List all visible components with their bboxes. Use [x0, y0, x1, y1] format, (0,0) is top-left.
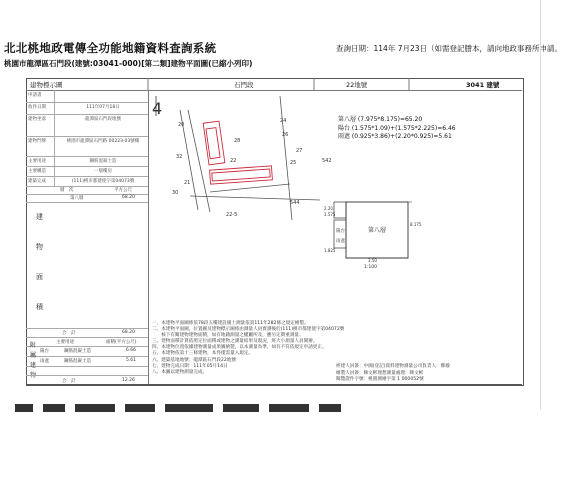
annex-chars: 附 屬 建 物	[30, 342, 37, 379]
document-subtitle: 桃園市龍潭區石門段(建號:03041-000)[第二類]建物平面圖(已縮小列印)	[4, 59, 253, 68]
annex-row: 陽台 鋼筋混凝土造 6.66	[26, 346, 148, 357]
svg-text:542: 542	[322, 158, 332, 164]
land-number: 22地號	[346, 81, 368, 89]
box-label: 建物標示圖	[30, 81, 63, 89]
svg-text:28: 28	[234, 138, 241, 144]
info-row: 主要構造 一層樓房	[26, 166, 148, 177]
svg-text:2.20: 2.20	[324, 206, 333, 211]
svg-text:雨遮: 雨遮	[336, 239, 345, 244]
notes-block: 一、本建物平面圖係依78段五樓建設國土測量依第111年282條之規定繪製。 二、本建物平面圖，位置圖及建物標示圖係由測量人員實測後於(111)桃市都建使字第04072號 核下有關建物建物面積，如有地籍測量之權屬所及，應另定期重測量。 三、建物面積計算依照定位面積或建物之測量結果及現況，經大小測量人員開辦。 四、本建物位置依據建物測量成果圖繪製，以本測量為準，如有不符依規定申請更正。 五、本建物依第十三條建物，本件僅需量入規定。 六、建築基地地號：龍潭區石門段22地號 七、建物完成日期：111年05月14日 八、本圖以建物測量完成。	[152, 321, 345, 375]
floor-plan	[322, 196, 422, 272]
svg-text:3.50: 3.50	[368, 258, 377, 263]
svg-text:30: 30	[172, 190, 179, 196]
section-name: 石門段	[234, 81, 254, 89]
svg-text:陽台: 陽台	[336, 229, 345, 234]
svg-text:26: 26	[282, 132, 289, 138]
vertical-scrollbar[interactable]	[540, 0, 549, 410]
svg-text:20: 20	[178, 122, 185, 128]
svg-text:27: 27	[296, 148, 303, 154]
query-date: 查詢日期：114年 7月23日（如需登記謄本，請向地政事務所申請。	[336, 44, 562, 53]
left-info-panel	[26, 90, 149, 384]
building-number: 3041 建號	[466, 81, 500, 89]
annex-row: 雨遮 鋼筋混凝土造 5.61	[26, 356, 148, 367]
side-character: 面	[36, 273, 43, 281]
svg-text:22: 22	[230, 158, 237, 164]
area-table-header: 層 次 平方公尺	[26, 186, 148, 195]
svg-text:25: 25	[290, 160, 297, 166]
side-character: 積	[36, 303, 43, 311]
svg-text:21: 21	[184, 180, 191, 186]
page-title: 北北桃地政電傳全功能地籍資料查詢系統	[4, 41, 217, 55]
side-character: 物	[36, 243, 43, 251]
info-row: 收件日期 111年07月18日	[26, 102, 148, 115]
svg-text:544: 544	[290, 200, 300, 206]
svg-text:8.175: 8.175	[410, 222, 422, 227]
svg-text:第八層: 第八層	[368, 227, 387, 234]
area-table-body	[26, 202, 148, 329]
svg-text:4: 4	[152, 99, 163, 118]
svg-text:1.575: 1.575	[324, 212, 336, 217]
sheet-bottom-rule	[26, 384, 522, 385]
annex-table-header: 主要用途 面積(平方公尺)	[26, 337, 148, 347]
svg-text:1.825: 1.825	[324, 248, 336, 253]
header-dividers	[26, 78, 522, 90]
info-row: 主要用途 鋼筋混凝土造	[26, 156, 148, 167]
site-location-plan	[150, 92, 330, 220]
annex-total-row: 合 計 12.26	[26, 375, 148, 385]
svg-text:22-5: 22-5	[226, 212, 238, 218]
info-row: 申請書	[26, 90, 148, 103]
info-row: 建物坐落 龍潭區石門段地號	[26, 114, 148, 137]
area-calculation: 第八層 (7.975*8.175)=65.20 陽台 (1.575*1.09)+(1.575*2.225)=6.46 雨遮 (0.925*3.86)+(2.20*0.925)=5.61	[338, 116, 456, 140]
floor-area-row: 第八層 68.20	[26, 194, 148, 203]
info-row: 建物門牌 桃園市龍潭區石門路 00223-03號樓	[26, 136, 148, 157]
info-row: 建築完成 (111)桃市都建使字第04073號	[26, 176, 148, 187]
surveyor-footer: 經建人員簽：中國(登記)資料建物測量公司負責人：鄭璇 繪製人員簽：陳文彬理想測量處理：陳文彬 閱覽證件字號：桃園測繪字第 1 000052號	[336, 364, 450, 382]
svg-text:24: 24	[280, 118, 287, 124]
side-character: 建	[36, 213, 43, 221]
area-total-row: 合 計 68.20	[26, 328, 148, 338]
svg-text:1:100: 1:100	[364, 265, 377, 270]
svg-text:32: 32	[176, 154, 183, 160]
cropped-text-line	[15, 404, 345, 414]
